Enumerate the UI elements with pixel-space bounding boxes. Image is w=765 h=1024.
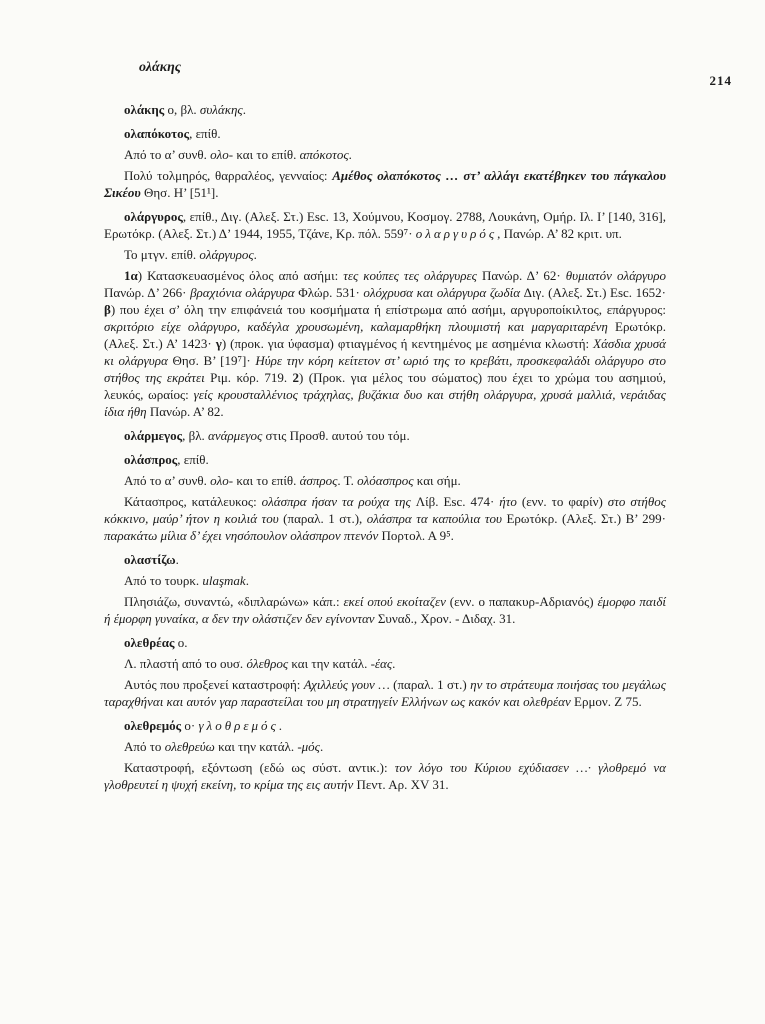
text-segment: και την κατάλ. <box>288 656 371 671</box>
text-segment: ) (προκ. για ύφασμα) φτιαγμένος ή κεντημένος με ασημένια κλωστή: <box>221 336 594 351</box>
text-segment: . <box>319 739 324 754</box>
headword: ολαπόκοτος <box>124 126 190 141</box>
text-segment: όλεθρος <box>246 656 289 671</box>
text-segment: Λίβ. Esc. 474· <box>415 494 500 509</box>
text-segment: Πεντ. Αρ. XV 31. <box>356 777 449 792</box>
text-segment: γλοθρεμός <box>198 718 279 733</box>
text-segment: ην το στράτευμα ποιήσας του μεγάλως ταραχθήναι και αυτόν γαρ παραστείλαι του μη στρατηγείν Ελλήνων ως κακόν και ολεθρέαν <box>104 677 666 709</box>
text-segment: και το επίθ. <box>233 147 300 162</box>
headword: ολάκης <box>124 102 165 117</box>
text-segment: ολο- <box>210 147 234 162</box>
text-segment: (ενν. το φαρίν) <box>521 494 608 509</box>
headword: ολάσπρος <box>124 452 178 467</box>
text-segment: ολεθρεύω <box>164 739 215 754</box>
text-segment: , επίθ. <box>177 452 209 467</box>
text-segment: Διγ. (Αλεξ. Στ.) Esc. 1652· <box>523 285 666 300</box>
text-segment: Ερωτόκρ. (Αλεξ. Στ.) Α’ 1423· <box>104 319 666 351</box>
text-segment: Ριμ. κόρ. 719. <box>210 370 293 385</box>
text-segment: απόκοτος <box>299 147 349 162</box>
text-segment: ) (Προκ. για μέλος του σώματος) που έχει το χρώμα του ασημιού, λευκός, ωραίος: <box>104 370 666 402</box>
entry-headword-paragraph <box>104 634 666 651</box>
text-segment: , βλ. <box>182 428 209 443</box>
text-segment: στις Προσθ. αυτού του τόμ. <box>262 428 410 443</box>
entry-paragraph <box>104 759 666 793</box>
entry-headword-paragraph <box>104 451 666 468</box>
page-number: 214 <box>709 73 732 88</box>
text-segment: ολαργυρός <box>415 226 498 241</box>
text-segment: Καταστροφή, εξόντωση (εδώ ως σύστ. αντικ.): <box>124 760 395 775</box>
text-segment: και σήμ. <box>413 473 461 488</box>
text-segment: Ηύρε την κόρη κείτετον στ’ ωριό της το κρεβάτι, προσκεφαλάδι ολάργυρο στο στήθος της εκράτει <box>104 353 667 385</box>
text-segment: . <box>175 552 179 567</box>
text-segment: Φλώρ. 531· <box>298 285 364 300</box>
text-segment: ολόασπρος <box>357 473 414 488</box>
text-segment: Πολύ τολμηρός, θαρραλέος, γενναίος: <box>124 168 333 183</box>
text-segment: εκεί οπού εκοίταζεν <box>343 594 450 609</box>
text-segment: ) που έχει σ’ όλη την επιφάνειά του κοσμήματα ή επίστρωμα από ασήμι, αργυροποίκιλτος, επάργυρος: <box>110 302 666 317</box>
text-segment: στο στήθος κόκκινο, μαύρ’ ήτον η κοιλιά του <box>104 494 667 526</box>
dictionary-entry <box>104 717 666 793</box>
entry-headword-paragraph <box>104 125 666 142</box>
text-segment: . Τ. <box>337 473 358 488</box>
text-segment: Θησ. Η’ [51¹]. <box>144 185 219 200</box>
text-segment: (παραλ. 1 στ.) <box>393 677 471 692</box>
text-segment: Πανώρ. Δ’ 266· <box>104 285 191 300</box>
text-segment: γείς κρουσταλλένιος τράχηλας, βυζάκια δυο και στήθη ολάργυρα, χρυσά μαλλιά, νεράιδας ίδια ήθη <box>104 387 666 419</box>
entries <box>104 94 666 797</box>
text-segment: Χάσδια χρυσά κι ολάργυρα <box>104 336 666 368</box>
text-segment: βραχιόνια ολάργυρα <box>190 285 299 300</box>
text-segment: ολο- <box>210 473 234 488</box>
entry-paragraph <box>104 472 666 489</box>
text-segment: τες κούπες τες ολάργυρες <box>343 268 482 283</box>
sense-label: 2 <box>292 370 300 385</box>
text-segment: . <box>392 656 396 671</box>
entry-paragraph <box>104 593 666 627</box>
text-segment: ολάσπρα τα καπούλια του <box>366 511 507 526</box>
text-segment: , επίθ., Διγ. (Αλεξ. Στ.) Esc. 13, Χούμνου, Κοσμογ. 2788, Λουκάνη, Ομήρ. Ιλ. Ι’ [140, 316], Ερωτόκρ. (Αλεξ. Στ.) Δ’ 1944, 1955, Τζάνε, Κρ. πόλ. 559⁷· <box>104 209 666 241</box>
text-segment: (παραλ. 1 στ.), <box>283 511 367 526</box>
entry-paragraph <box>104 167 666 201</box>
entry-paragraph <box>104 655 666 672</box>
text-segment: . <box>242 102 246 117</box>
text-segment: ο· <box>181 718 199 733</box>
text-segment: ολάσπρα ήσαν τα ρούχα της <box>261 494 416 509</box>
text-segment: σκριτόριο είχε ολάργυρο, καδέγλα χρουσωμένη, καλαμαρθήκη πλουμιστή και μαργαριταρένη <box>104 319 615 334</box>
text-segment: Θησ. Β’ [19⁷]· <box>172 353 256 368</box>
entry-paragraph <box>104 246 666 263</box>
headword: ολαστίζω <box>124 552 176 567</box>
headword: ολάρμεγος <box>124 428 183 443</box>
text-segment: Πανώρ. Δ’ 62· <box>481 268 566 283</box>
text-segment: Από το α’ συνθ. <box>124 473 211 488</box>
text-segment: Συναδ., Χρον. - Διδαχ. 31. <box>377 611 516 626</box>
text-segment: Από το α’ συνθ. <box>124 147 211 162</box>
text-segment: έμορφο παιδί ή έμορφη γυναίκα, α δεν την ολάστιζεν δεν εγίνονταν <box>104 594 667 626</box>
dictionary-entry <box>104 125 666 201</box>
text-segment: Το μτγν. επίθ. <box>124 247 200 262</box>
text-segment: Πορτολ. Α 9⁵. <box>381 528 454 543</box>
text-segment: . <box>348 147 352 162</box>
text-segment: Αμέθος ολαπόκοτος … στ’ αλλάγι εκατέβηκεν του πάγκαλου Σικέου <box>104 168 666 200</box>
headword: ολεθρεμός <box>124 718 182 733</box>
text-segment: και το επίθ. <box>233 473 300 488</box>
text-segment: . <box>245 573 249 588</box>
entry-headword-paragraph <box>104 427 666 444</box>
text-segment: Κάτασπρος, κατάλευκος: <box>124 494 262 509</box>
headword: ολεθρέας <box>124 635 175 650</box>
text-segment: ο. <box>174 635 188 650</box>
dictionary-entry <box>104 634 666 710</box>
text-segment: ο, βλ. <box>164 102 200 117</box>
entry-paragraph <box>104 493 666 544</box>
text-segment: . <box>278 718 282 733</box>
text-segment: Λ. πλαστή από το ουσ. <box>124 656 247 671</box>
text-segment: -μός <box>297 739 320 754</box>
sense-label: 1α <box>124 268 138 283</box>
text-segment: ανάρμεγος <box>208 428 263 443</box>
text-segment: ολόχρυσα και ολάργυρα ζωδία <box>363 285 524 300</box>
text-segment: ολάργυρος <box>199 247 254 262</box>
text-segment: ulaşmak <box>202 573 246 588</box>
text-segment: ) Κατασκευασμένος όλος από ασήμι: <box>137 268 344 283</box>
text-segment: άσπρος <box>299 473 338 488</box>
text-segment: τον λόγο του Κύριου εχύδιασεν …· γλοθρεμό να γλοθρευτεί η ψυχή εκείνη, το κρίμα της εις αυτήν <box>104 760 666 792</box>
text-segment: -έας <box>370 656 393 671</box>
text-segment: συλάκης <box>199 102 243 117</box>
dictionary-entry <box>104 101 666 118</box>
text-segment: θυμιατόν ολάργυρο <box>565 268 666 283</box>
text-segment: Αχιλλεύς γουν … <box>303 677 394 692</box>
text-segment: , Πανώρ. Α’ 82 κριτ. υπ. <box>497 226 622 241</box>
entry-paragraph <box>104 267 666 420</box>
text-segment: παρακάτω μίλια δ’ έχει νησόπουλον ολάσπρον πτενόν <box>104 528 382 543</box>
text-segment: Αυτός που προξενεί καταστροφή: <box>124 677 304 692</box>
entry-headword-paragraph <box>104 101 666 118</box>
sense-label: β <box>104 302 111 317</box>
entry-paragraph <box>104 572 666 589</box>
text-segment: . <box>253 247 257 262</box>
text-segment: και την κατάλ. <box>214 739 298 754</box>
entry-headword-paragraph <box>104 208 666 242</box>
entry-headword-paragraph <box>104 551 666 568</box>
text-segment: Πλησιάζω, συναντώ, «διπλαρώνω» κάπ.: <box>124 594 344 609</box>
text-segment: Πανώρ. Α’ 82. <box>149 404 224 419</box>
running-head: ολάκης <box>139 60 182 75</box>
entry-paragraph <box>104 676 666 710</box>
dictionary-entry <box>104 451 666 544</box>
entry-paragraph <box>104 146 666 163</box>
dictionary-entry <box>104 427 666 444</box>
entry-headword-paragraph <box>104 717 666 734</box>
text-segment: (ενν. ο παπακυρ-Αδριανός) <box>449 594 598 609</box>
headword: ολάργυρος <box>124 209 183 224</box>
text-segment: Ερμον. Ζ 75. <box>574 694 642 709</box>
text-segment: Ερωτόκρ. (Αλεξ. Στ.) Β’ 299· <box>506 511 666 526</box>
text-segment: , επίθ. <box>189 126 221 141</box>
text-segment: Από το τουρκ. <box>124 573 203 588</box>
dictionary-entry <box>104 551 666 627</box>
sense-label: γ <box>215 336 222 351</box>
entry-paragraph <box>104 738 666 755</box>
dictionary-entry <box>104 208 666 420</box>
text-segment: ήτο <box>499 494 522 509</box>
text-segment: Από το <box>124 739 165 754</box>
